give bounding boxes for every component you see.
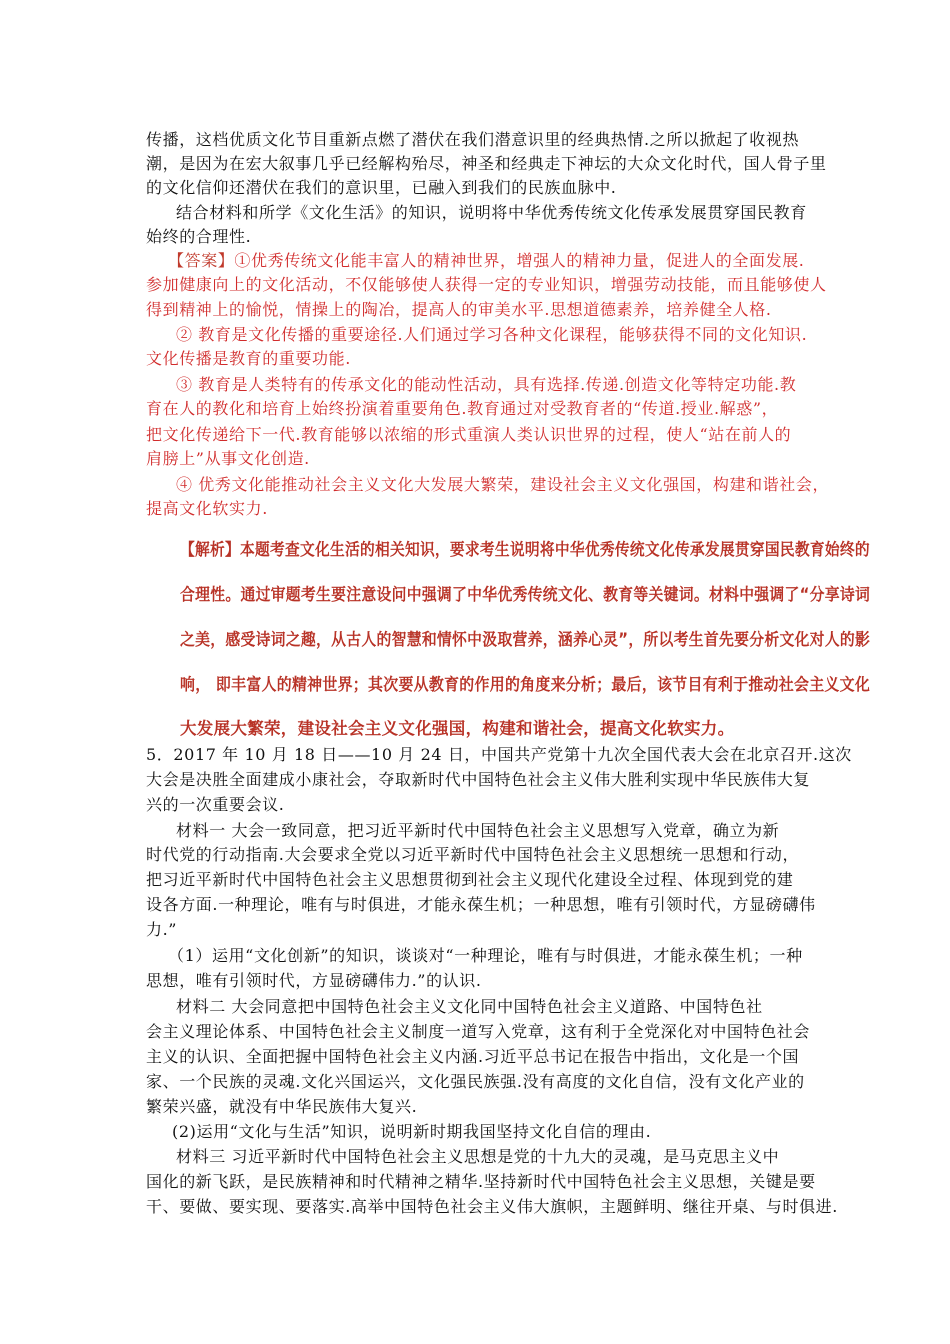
answer-tag: 【答案】: [168, 251, 235, 270]
question-line: 兴的一次重要会议.: [146, 795, 285, 814]
analysis-line: 之美，感受诗词之趣，从古人的智慧和情怀中汲取营养，涵养心灵”，所以考生首先要分析文化对人的影: [180, 630, 871, 649]
analysis-line: 【解析】本题考查文化生活的相关知识，要求考生说明将中华优秀传统文化传承发展贯穿国民教育始终的: [180, 540, 870, 559]
question-line: 始终的合理性.: [146, 227, 252, 246]
material-line: 把习近平新时代中国特色社会主义思想贯彻到社会主义现代化建设全过程、体现到党的建: [146, 870, 794, 889]
answer-line: 把文化传递给下一代.教育能够以浓缩的形式重演人类认识世界的过程，使人“站在前人的: [146, 425, 792, 444]
material-line: 设各方面.一种理论，唯有与时俱进，才能永葆生机；一种思想，唯有引领时代，方显磅礴伟: [146, 895, 816, 914]
question-line: 大会是决胜全面建成小康社会，夺取新时代中国特色社会主义伟大胜利实现中华民族伟大复: [146, 770, 811, 789]
subquestion-line: (2)运用“文化与生活”知识，说明新时期我国坚持文化自信的理由.: [172, 1122, 652, 1141]
paragraph-line: 的文化信仰还潜伏在我们的意识里，已融入到我们的民族血脉中.: [146, 178, 617, 197]
answer-line: 参加健康向上的文化活动，不仅能够使人获得一定的专业知识，增强劳动技能，而且能够使人: [146, 275, 827, 294]
question-line: 结合材料和所学《文化生活》的知识，说明将中华优秀传统文化传承发展贯穿国民教育: [176, 203, 807, 222]
material-line: 干、要做、要实现、要落实.高举中国特色社会主义伟大旗帜，主题鲜明、继往开桌、与时俱进.: [146, 1197, 838, 1216]
material-line: 繁荣兴盛，就没有中华民族伟大复兴.: [146, 1097, 418, 1116]
paragraph-line: 潮，是因为在宏大叙事几乎已经解构殆尽，神圣和经典走下神坛的大众文化时代，国人骨子里: [146, 154, 827, 173]
answer-line: 得到精神上的愉悦，情操上的陶冶，提高人的审美水平.思想道德素养，培养健全人格.: [146, 300, 772, 319]
answer-line: ③ 教育是人类特有的传承文化的能动性活动，具有选择.传递.创造文化等特定功能.教: [176, 375, 797, 394]
answer-line: 【答案】①优秀传统文化能丰富人的精神世界，增强人的精神力量，促进人的全面发展.: [168, 251, 805, 270]
answer-line: ② 教育是文化传播的重要途径.人们通过学习各种文化课程，能够获得不同的文化知识.: [176, 325, 808, 344]
material-line: 材料三 习近平新时代中国特色社会主义思想是党的十九大的灵魂，是马克思主义中: [176, 1147, 780, 1166]
answer-line: ④ 优秀文化能推动社会主义文化大发展大繁荣，建设社会主义文化强国，构建和谐社会，: [176, 475, 830, 494]
material-line: 材料二 大会同意把中国特色社会主义文化同中国特色社会主义道路、中国特色社: [176, 997, 763, 1016]
subquestion-line: 思想，唯有引领时代，方显磅礴伟力.”的认识.: [146, 971, 482, 990]
material-line: 材料一 大会一致同意，把习近平新时代中国特色社会主义思想写入党章，确立为新: [176, 821, 780, 840]
question-line: 5．2017 年 10 月 18 日——10 月 24 日，中国共产党第十九次全国代表大会在北京召开.这次: [146, 745, 852, 764]
material-line: 家、一个民族的灵魂.文化兴国运兴，文化强民族强.没有高度的文化自信，没有文化产业的: [146, 1072, 805, 1091]
answer-line: 提高文化软实力.: [146, 499, 268, 518]
material-line: 时代党的行动指南.大会要求全党以习近平新时代中国特色社会主义思想统一思想和行动，: [146, 845, 800, 864]
analysis-line: 合理性。通过审题考生要注意设问中强调了中华优秀传统文化、教育等关键词。材料中强调了“分享诗词: [180, 585, 871, 604]
answer-line: 文化传播是教育的重要功能.: [146, 349, 351, 368]
material-line: 主义的认识、全面把握中国特色社会主义内涵.习近平总书记在报告中指出，文化是一个国: [146, 1047, 800, 1066]
analysis-line: 响， 即丰富人的精神世界；其次要从教育的作用的角度来分析；最后，该节目有利于推动社会主义文化: [180, 675, 871, 694]
answer-line: 育在人的教化和培育上始终扮演着重要角色.教育通过对受教育者的“传道.授业.解惑”，: [146, 399, 779, 418]
material-line: 国化的新飞跃，是民族精神和时代精神之精华.坚持新时代中国特色社会主义思想，关键是要: [146, 1172, 816, 1191]
material-line: 力.”: [146, 920, 178, 939]
answer-line: 肩膀上”从事文化创造.: [146, 449, 310, 468]
material-line: 会主义理论体系、中国特色社会主义制度一道写入党章，这有利于全党深化对中国特色社会: [146, 1022, 811, 1041]
analysis-line: 大发展大繁荣，建设社会主义文化强国，构建和谐社会，提高文化软实力。: [180, 719, 735, 738]
paragraph-line: 传播，这档优质文化节目重新点燃了潜伏在我们潜意识里的经典热情.之所以掀起了收视热: [146, 130, 800, 149]
subquestion-line: （1）运用“文化创新”的知识，谈谈对“一种理论，唯有与时俱进，才能永葆生机；一种: [168, 946, 803, 965]
